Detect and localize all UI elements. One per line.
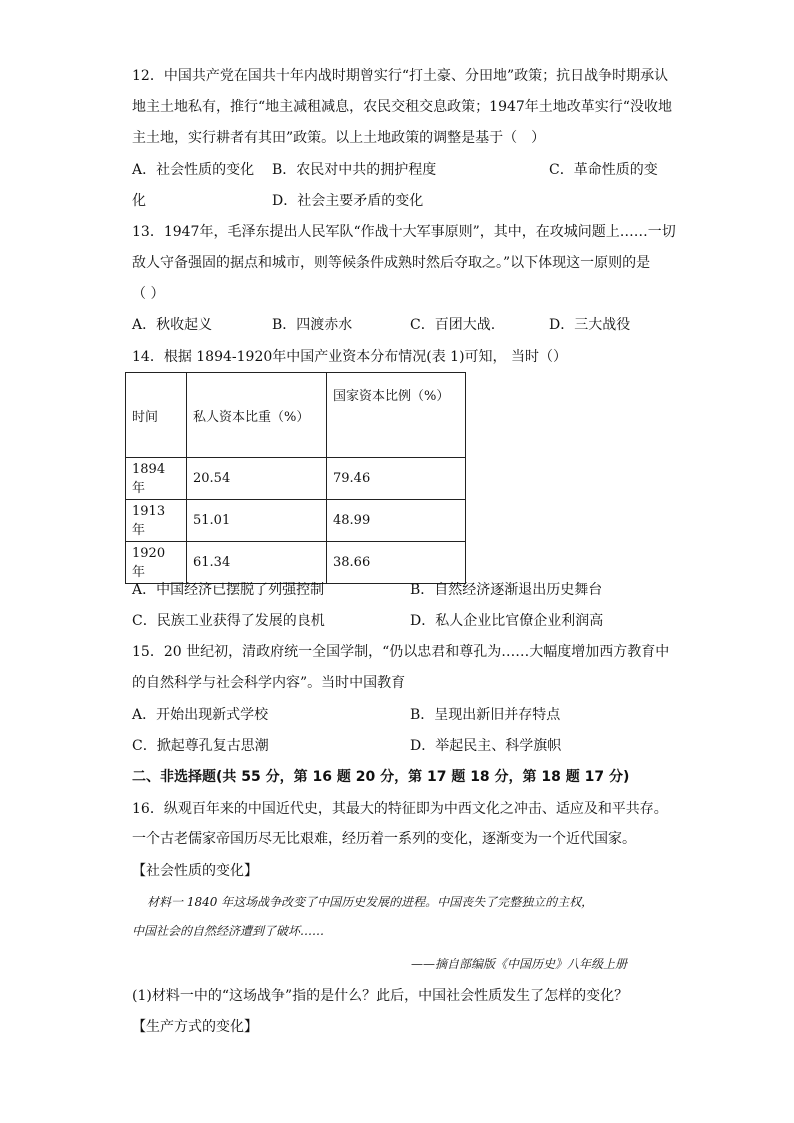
q15-option-c[interactable]: C．掀起尊孔复古思潮 (132, 738, 269, 754)
table-cell: 20.54 (187, 458, 327, 500)
q12-option-c[interactable]: C．革命性质的变 (549, 162, 658, 178)
table-row (126, 500, 466, 542)
q12-stem-line1: 12．中国共产党在国共十年内战时期曾实行“打土豪、分田地”政策；抗日战争时期承认 (132, 68, 669, 84)
q16-subquestion-1: (1)材料一中的“这场战争”指的是什么？此后，中国社会性质发生了怎样的变化？ (132, 988, 629, 1004)
q12-option-b[interactable]: B．农民对中共的拥护程度 (272, 162, 437, 178)
table-cell: 1920 年 (126, 542, 187, 584)
q15-option-b[interactable]: B．呈现出新旧并存特点 (410, 707, 561, 723)
q16-heading-social-nature: 【社会性质的变化】 (132, 863, 258, 879)
q16-stem-line2: 一个古老儒家帝国历尽无比艰难，经历着一系列的变化，逐渐变为一个近代国家。 (132, 831, 636, 847)
section2-title: 二、非选择题(共 55 分，第 16 题 20 分，第 17 题 18 分，第 18 题 17 分) (132, 769, 630, 785)
q14-option-b[interactable]: B．自然经济逐渐退出历史舞台 (410, 582, 603, 598)
q13-stem-line1: 13．1947年，毛泽东提出人民军队“作战十大军事原则”，其中，在攻城问题上……一切 (132, 224, 676, 240)
q12-stem-line2: 地主土地私有，推行“地主减租减息，农民交租交息政策；1947年土地改革实行“没收地 (132, 99, 672, 115)
q13-stem-line3: （ ） (132, 286, 165, 302)
q13-option-d[interactable]: D．三大战役 (549, 317, 631, 333)
q16-heading-production-mode: 【生产方式的变化】 (132, 1019, 258, 1035)
q16-material1-line1: 材料一 1840 年这场战争改变了中国历史发展的进程。中国丧失了完整独立的主权， (147, 895, 594, 909)
table-cell: 1913 年 (126, 500, 187, 542)
q13-option-c[interactable]: C．百团大战. (410, 317, 496, 333)
q15-stem-line2: 的自然科学与社会科学内容”。当时中国教育 (132, 675, 406, 691)
table-header-row (126, 373, 466, 458)
q12-option-a[interactable]: A．社会性质的变化 (132, 162, 255, 178)
table-row (126, 542, 466, 584)
q14-option-d[interactable]: D．私人企业比官僚企业利润高 (410, 613, 604, 629)
table-row (126, 458, 466, 500)
q16-material1-source: ——摘自部编版《中国历史》八年级上册 (411, 957, 628, 971)
q16-stem-line1: 16．纵观百年来的中国近代史，其最大的特征即为中西文化之冲击、适应及和平共存。 (132, 801, 668, 817)
q12-option-d[interactable]: D．社会主要矛盾的变化 (272, 193, 424, 209)
q14-stem-line1: 14．根据 1894-1920年中国产业资本分布情况(表 1)可知， 当时（） (132, 349, 567, 365)
table-cell: 38.66 (327, 542, 466, 584)
capital-distribution-table (125, 372, 466, 584)
q12-option-c-continued: 化 (132, 193, 146, 209)
q13-option-b[interactable]: B．四渡赤水 (272, 317, 353, 333)
q13-option-a[interactable]: A．秋收起义 (132, 317, 213, 333)
table-cell: 79.46 (327, 458, 466, 500)
q12-stem-line3: 主土地，实行耕者有其田”政策。以上土地政策的调整是基于（ ） (132, 130, 546, 146)
table-header-cell: 国家资本比例（%） (327, 373, 466, 458)
q15-option-a[interactable]: A．开始出现新式学校 (132, 707, 269, 723)
q13-stem-line2: 敌人守备强固的据点和城市，则等候条件成熟时然后夺取之。”以下体现这一原则的是 (132, 255, 651, 271)
q14-option-c[interactable]: C．民族工业获得了发展的良机 (132, 613, 325, 629)
q16-material1-line2: 中国社会的自然经济遭到了破坏…… (132, 924, 325, 938)
table-cell: 61.34 (187, 542, 327, 584)
q15-stem-line1: 15．20 世纪初，清政府统一全国学制，“仍以忠君和尊孔为……大幅度增加西方教育中 (132, 644, 670, 660)
table-header-cell: 时间 (126, 373, 187, 458)
q15-option-d[interactable]: D．举起民主、科学旗帜 (410, 738, 562, 754)
table-cell: 48.99 (327, 500, 466, 542)
q14-option-a[interactable]: A．中国经济已摆脱了列强控制 (132, 582, 325, 598)
table-cell: 51.01 (187, 500, 327, 542)
table-cell: 1894 年 (126, 458, 187, 500)
table-header-cell: 私人资本比重（%） (187, 373, 327, 458)
